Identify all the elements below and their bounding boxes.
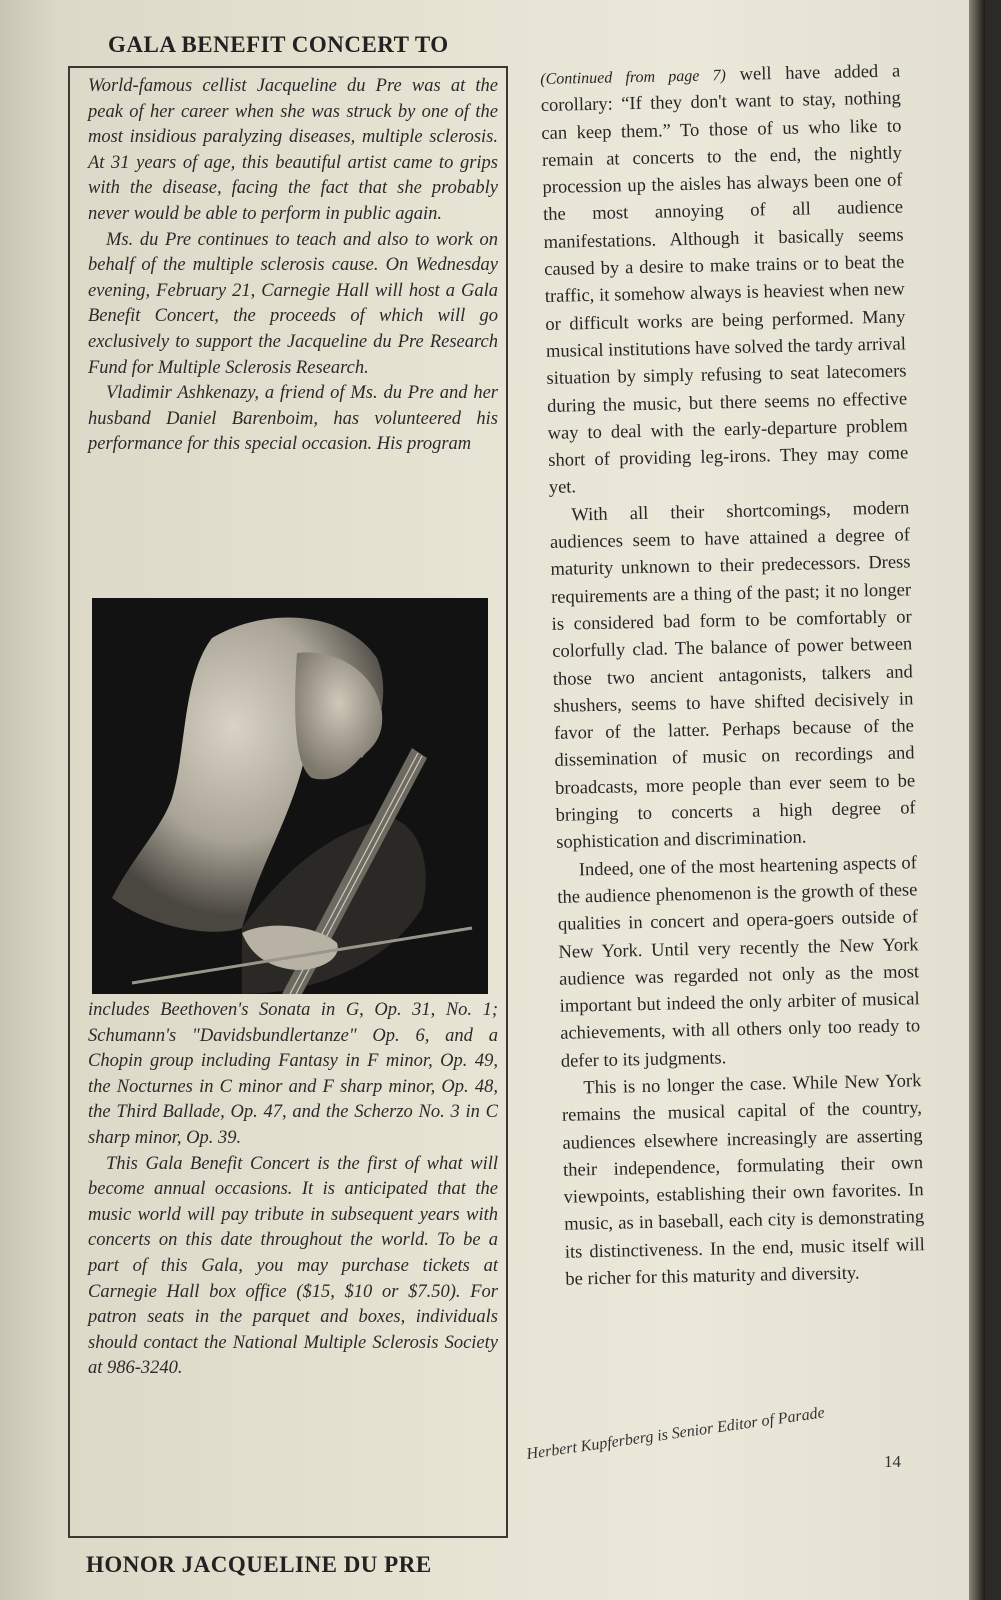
box-paragraph: This Gala Benefit Concert is the first of what will become annual occasions. It is anticipated that the music world will pay tribute in subsequent years with concerts on this date throughout the world. To be a part of this Gala, you may purchase tickets at Carnegie Hall box office ($15, $10 or $7.50). For patron seats in the parquet and boxes, individuals should contact the National Multiple Sclerosis Society at 986-3240. [88, 1153, 498, 1379]
box-text-after-photo [88, 998, 498, 1382]
box-paragraph: Ms. du Pre continues to teach and also to work on behalf of the multiple sclerosis cause. On Wednesday evening, February 21, Carnegie Hall will host a Gala Benefit Concert, the proceeds of which will go exclusively to support the Jacqueline du Pre Research Fund for Multiple Sclerosis Research. [88, 229, 498, 378]
box-paragraph: includes Beethoven's Sonata in G, Op. 31, No. 1; Schumann's "Davidsbundlertanze" Op. 6, and a Chopin group including Fantasy in F minor, Op. 49, the Nocturnes in C minor and F sharp minor, Op. 48, the Third Ballade, Op. 47, and the Scherzo No. 3 in C sharp minor, Op. 39. [88, 1000, 498, 1148]
headline-bottom: HONOR JACQUELINE DU PRE [86, 1552, 432, 1577]
cellist-photo [92, 598, 488, 994]
box-paragraph: Vladimir Ashkenazy, a friend of Ms. du Pre and her husband Daniel Barenboim, has volunteered his performance for this special occasion. His program [88, 383, 498, 455]
article-paragraph: With all their shortcomings, modern audiences seem to have attained a degree of maturity unknown to their predecessors. Dress requirements are a thing of the past; it no longer is considered bad form to be comfortably or colorfully clad. The balance of power between those two ancient antagonists, talkers and shushers, seems to have shifted decisively in favor of the latter. Perhaps because of the dissemination of music on recordings and broadcasts, more people than ever seem to be bringing to concerts a high degree of sophistication and discrimination. [549, 498, 916, 854]
article-paragraph: Indeed, one of the most heartening aspects of the audience phenomenon is the growth of these qualities in concert and opera-goers outside of New York. Until very recently the New York audience was regarded not only as the most important but indeed the only arbiter of musical achievements, with all others only too ready to defer to its judgments. [557, 852, 921, 1072]
article-paragraph: This is no longer the case. While New York remains the musical capital of the country, audiences elsewhere increasingly are asserting their independence, formulating their own viewpoints, establishing their own favorites. In music, as in baseball, each city is demonstrating its distinctiveness. In the end, music itself will be richer for this maturity and diversity. [561, 1071, 925, 1290]
box-text-before-photo [88, 74, 498, 458]
article-column [540, 58, 926, 1294]
headline-top: GALA BENEFIT CONCERT TO [108, 32, 449, 57]
article-paragraph: well have added a corollary: “If they don't want to stay, nothing can keep them.” To those of us who like to remain at concerts to the end, the nightly procession up the aisles has always been one of the most annoying of all audience manifestations. Although it basically seems caused by a desire to make trains or to beat the traffic, it somehow always is heaviest when new or difficult works are being performed. Many musical institutions have solved the tardy arrival situation by simply refusing to seat latecomers during the music, but there seems no effective way to deal with the early-departure problem short of providing leg-irons. They may come yet. [540, 61, 909, 499]
book-spine-shadow [969, 0, 985, 1600]
continued-note: (Continued from page 7) [540, 67, 727, 88]
box-paragraph: World-famous cellist Jacqueline du Pre was at the peak of her career when she was struck by one of the most insidious paralyzing diseases, multiple sclerosis. At 31 years of age, this beautiful artist came to grips with the disease, facing the fact that she probably never would be able to perform in public again. [88, 76, 498, 224]
author-byline: Herbert Kupferberg is Senior Editor of Parade [525, 1404, 826, 1464]
page-number: 14 [884, 1452, 901, 1471]
